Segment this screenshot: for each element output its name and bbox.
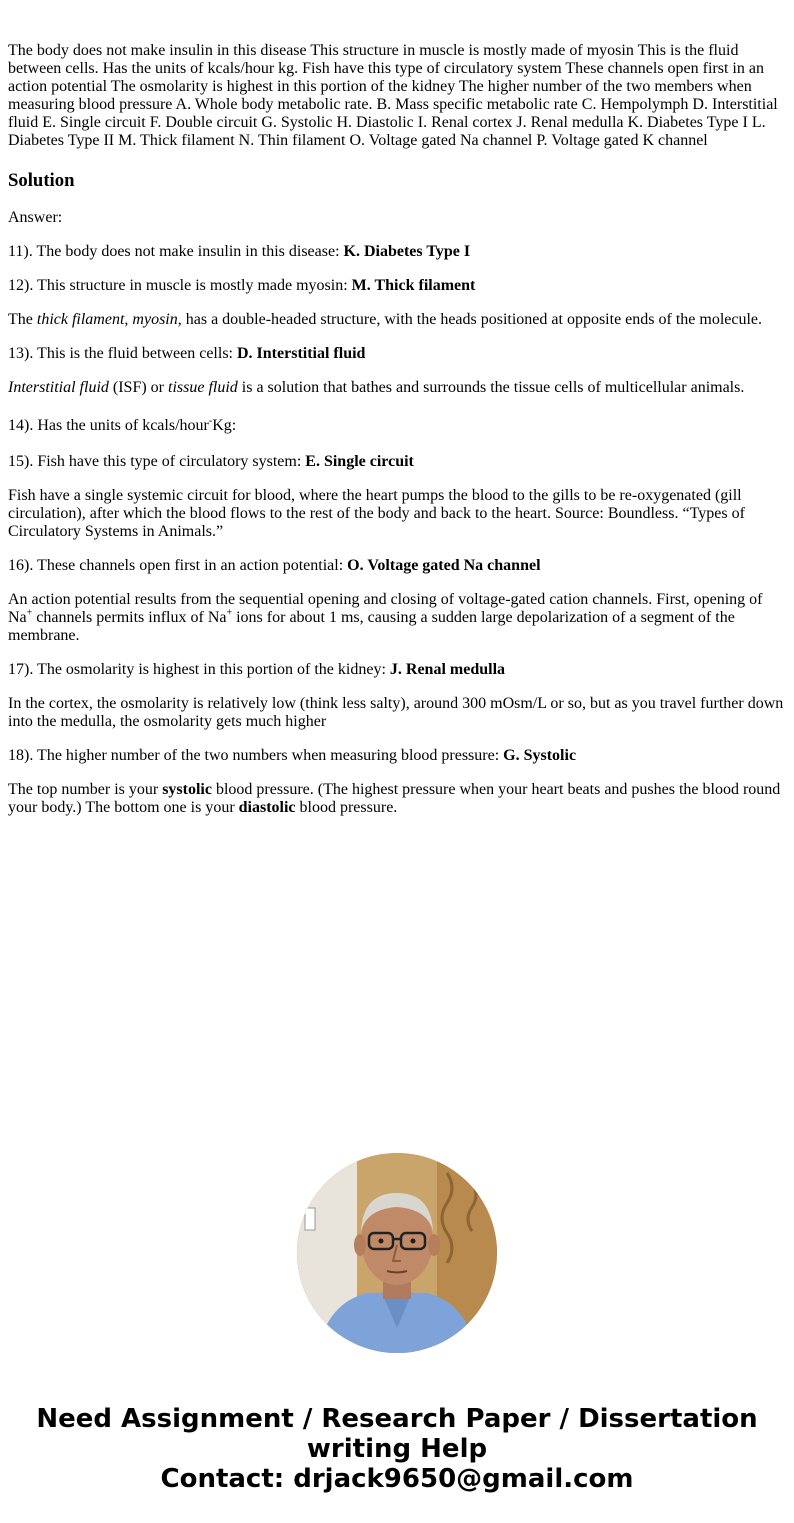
answer-label: Answer: [8,209,63,226]
expl-text: ions for about 1 ms, causing a sudden large depolarization of a segment of the membrane. [8,609,735,644]
expl-bold: systolic [162,781,212,798]
expl-text: , has a double-headed structure, with the heads positioned at opposite ends of the molecule. [177,311,763,328]
expl-text: channels permits influx of Na [32,609,227,626]
answer-12 [8,277,786,295]
answer-15-value: E. Single circuit [305,453,414,470]
superscript: - [208,415,213,427]
answer-16 [8,557,786,575]
author-avatar [297,1153,497,1353]
answer-12-explanation [8,311,786,329]
answer-13-value: D. Interstitial fluid [237,345,366,362]
promo-line-2: writing Help [306,1434,488,1464]
answer-15-explanation: Fish have a single systemic circuit for blood, where the heart pumps the blood to the gills to be re-oxygenated (gill circulation), after which the blood flows to the rest of the body and back to the heart. Source: Boundless. “Types of Circulatory Systems in Animals.” [8,487,745,540]
answer-12-value: M. Thick filament [351,277,476,294]
answer-11-prompt: 11). The body does not make insulin in this disease: [8,243,344,260]
expl-text: An action potential results from the sequential opening and closing of voltage-gated cation channels. First, opening of Na [8,591,763,626]
answer-12-prompt: 12). This structure in muscle is mostly made myosin: [8,277,352,294]
expl-italic: Interstitial fluid [8,379,109,396]
answer-18-prompt: 18). The higher number of the two numbers when measuring blood pressure: [8,747,504,764]
expl-text: (ISF) or [108,379,168,396]
answer-17-explanation: In the cortex, the osmolarity is relatively low (think less salty), around 300 mOsm/L or so, but as you travel further down into the medulla, the osmolarity gets much higher [8,695,784,730]
answer-18 [8,747,786,765]
answer-16-explanation [8,591,786,645]
answer-18-explanation [8,781,786,817]
answer-14-prompt: 14). Has the units of kcals/hour [8,417,209,434]
question-text: The body does not make insulin in this disease This structure in muscle is mostly made of myosin This is the fluid between cells. Has the units of kcals/hour kg. Fish have this type of circulatory system These channels open first in an action potential The osmolarity is highest in this portion of the kidney The higher number of the two members when measuring blood pressure A. Whole body metabolic rate. B. Mass specific metabolic rate C. Hempolymph D. Interstitial fluid E. Single circuit F. Double circuit G. Systolic H. Diastolic I. Renal cortex J. Renal medulla K. Diabetes Type I L. Diabetes Type II M. Thick filament N. Thin filament O. Voltage gated Na channel P. Voltage gated K channel [8,42,778,149]
expl-bold: diastolic [238,799,296,816]
answer-13-prompt: 13). This is the fluid between cells: [8,345,237,362]
promo-banner [0,1404,794,1494]
expl-text: is a solution that bathes and surrounds the tissue cells of multicellular animals. [237,379,745,396]
expl-text: blood pressure. (The highest pressure when your heart beats and pushes the blood round your body.) The bottom one is your [8,781,781,816]
promo-contact: Contact: drjack9650@gmail.com [160,1464,634,1494]
answer-11-value: K. Diabetes Type I [343,243,471,260]
superscript: + [226,607,233,619]
answer-15 [8,453,786,471]
expl-italic: tissue fluid [168,379,238,396]
answer-14-prompt-end: Kg: [212,417,237,434]
author-photo [297,1153,497,1353]
answer-16-prompt: 16). These channels open first in an action potential: [8,557,348,574]
answer-13 [8,345,786,363]
answer-14 [8,417,786,435]
expl-italic: thick filament, myosin [36,311,178,328]
expl-text: The [8,311,37,328]
main-content [8,42,786,833]
superscript: + [26,607,33,619]
expl-text: blood pressure. [295,799,398,816]
answer-16-value: O. Voltage gated Na channel [347,557,541,574]
solution-heading: Solution [8,170,75,191]
answer-18-value: G. Systolic [503,747,577,764]
answer-11 [8,243,786,261]
answer-17 [8,661,786,679]
answer-13-explanation [8,379,786,397]
expl-text: The top number is your [8,781,163,798]
answer-17-value: J. Renal medulla [389,661,506,678]
promo-line-1: Need Assignment / Research Paper / Dissertation [36,1404,758,1434]
answer-17-prompt: 17). The osmolarity is highest in this portion of the kidney: [8,661,390,678]
answer-15-prompt: 15). Fish have this type of circulatory system: [8,453,306,470]
